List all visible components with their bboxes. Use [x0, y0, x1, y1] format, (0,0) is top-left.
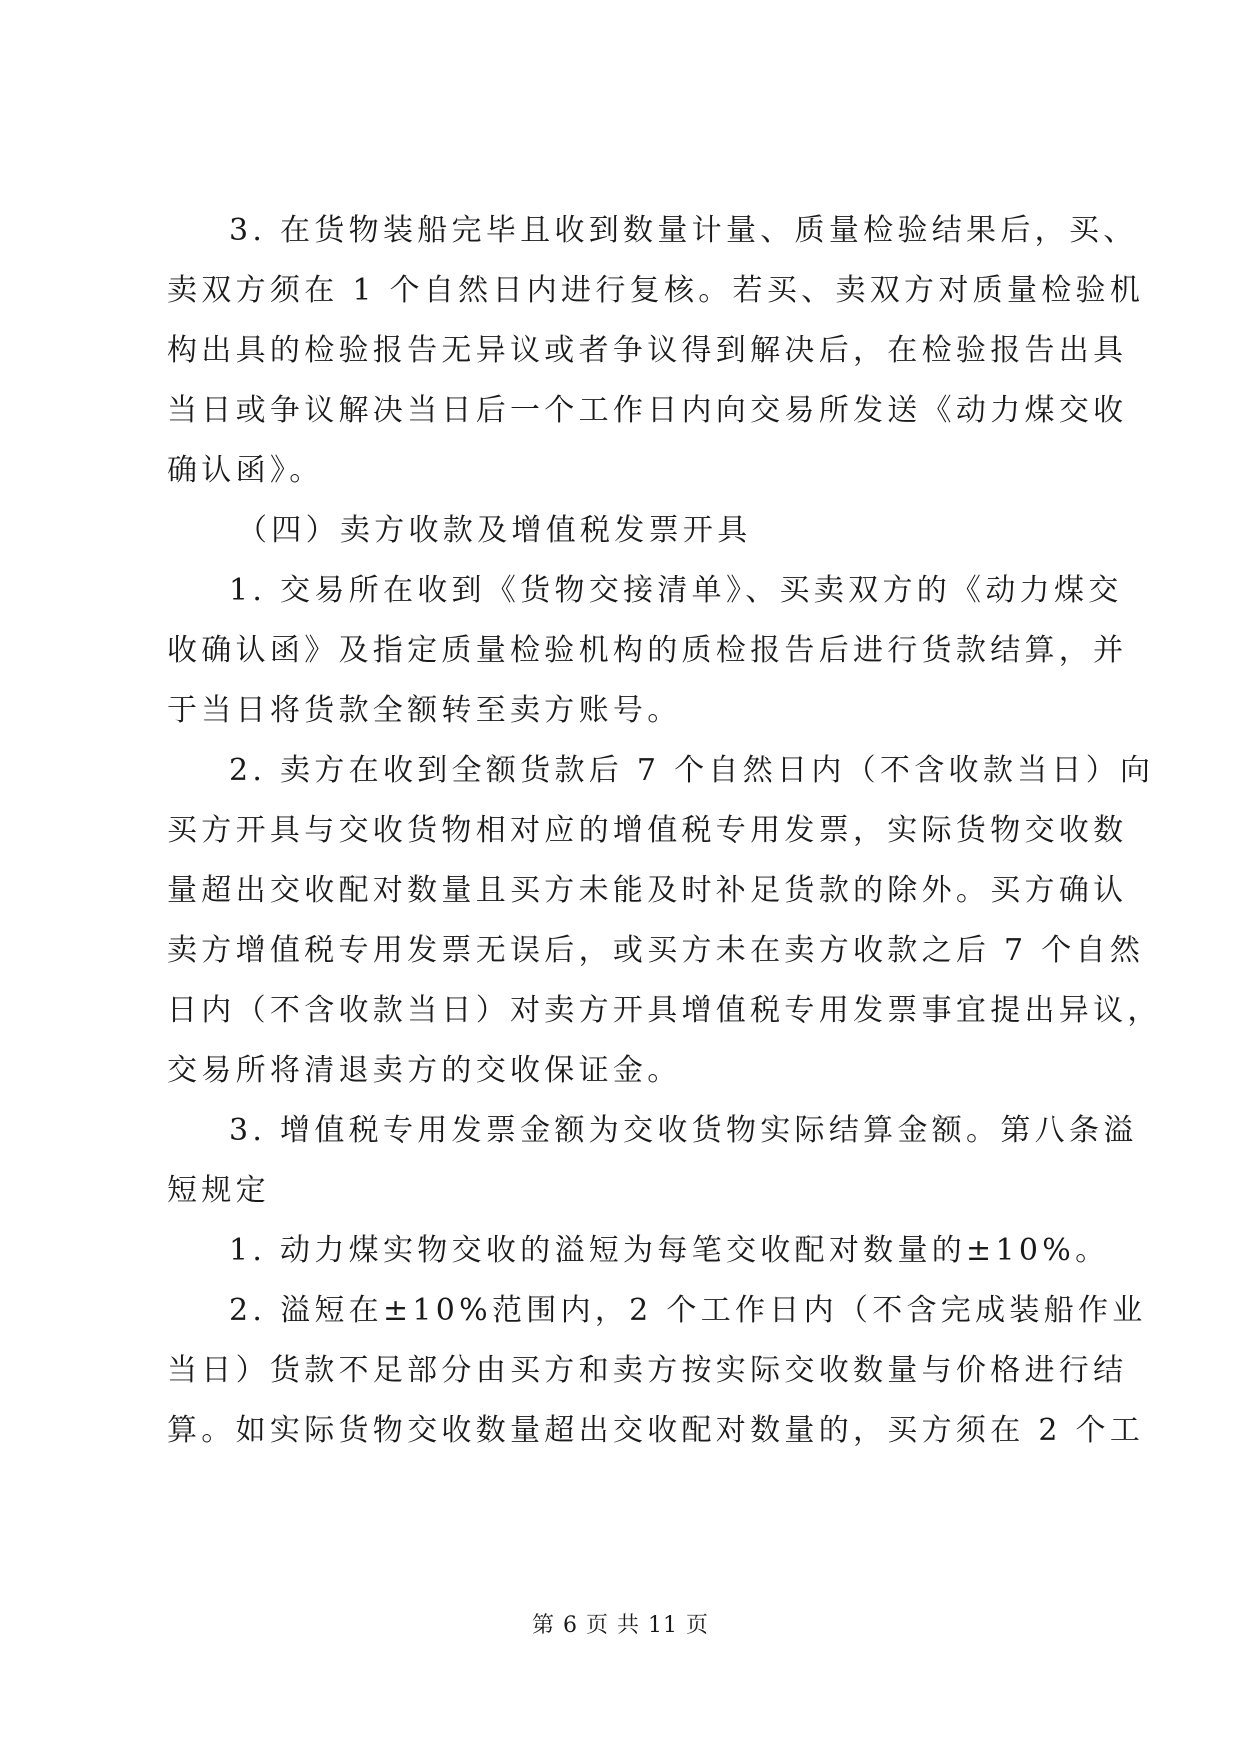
paragraph-line: 2. 卖方在收到全额货款后 7 个自然日内（不含收款当日）向 — [229, 753, 1155, 788]
paragraph-line: 卖双方须在 1 个自然日内进行复核。若买、卖双方对质量检验机 — [167, 273, 1145, 308]
paragraph-line: 当日）货款不足部分由买方和卖方按实际交收数量与价格进行结 — [167, 1353, 1128, 1388]
paragraph-line: 买方开具与交收货物相对应的增值税专用发票，实际货物交收数 — [167, 813, 1128, 848]
paragraph-line: 于当日将货款全额转至卖方账号。 — [167, 693, 682, 728]
paragraph-line: 算。如实际货物交收数量超出交收配对数量的，买方须在 2 个工 — [167, 1413, 1145, 1448]
paragraph-line: 量超出交收配对数量且买方未能及时补足货款的除外。买方确认 — [167, 873, 1128, 908]
paragraph-line: 构出具的检验报告无异议或者争议得到解决后，在检验报告出具 — [167, 333, 1128, 368]
paragraph-line: 1. 动力煤实物交收的溢短为每笔交收配对数量的±10%。 — [229, 1233, 1110, 1268]
paragraph-line: 卖方增值税专用发票无误后，或买方未在卖方收款之后 7 个自然 — [167, 933, 1145, 968]
paragraph-line: 3. 增值税专用发票金额为交收货物实际结算金额。第八条溢 — [229, 1113, 1138, 1148]
paragraph-line: 短规定 — [167, 1173, 270, 1208]
paragraph-line: 收确认函》及指定质量检验机构的质检报告后进行货款结算，并 — [167, 633, 1128, 668]
section-heading: （四）卖方收款及增值税发票开具 — [237, 513, 752, 548]
paragraph-line: 日内（不含收款当日）对卖方开具增值税专用发票事宜提出异议， — [167, 993, 1162, 1028]
paragraph-line: 交易所将清退卖方的交收保证金。 — [167, 1053, 682, 1088]
paragraph-line: 1. 交易所在收到《货物交接清单》、买卖双方的《动力煤交 — [229, 573, 1123, 608]
paragraph-line: 确认函》。 — [167, 453, 324, 488]
paragraph-line: 当日或争议解决当日后一个工作日内向交易所发送《动力煤交收 — [167, 393, 1128, 428]
paragraph-line: 3. 在货物装船完毕且收到数量计量、质量检验结果后，买、 — [229, 213, 1138, 248]
page-footer: 第 6 页 共 11 页 — [532, 1613, 709, 1638]
paragraph-line: 2. 溢短在±10%范围内，2 个工作日内（不含完成装船作业 — [229, 1293, 1147, 1328]
